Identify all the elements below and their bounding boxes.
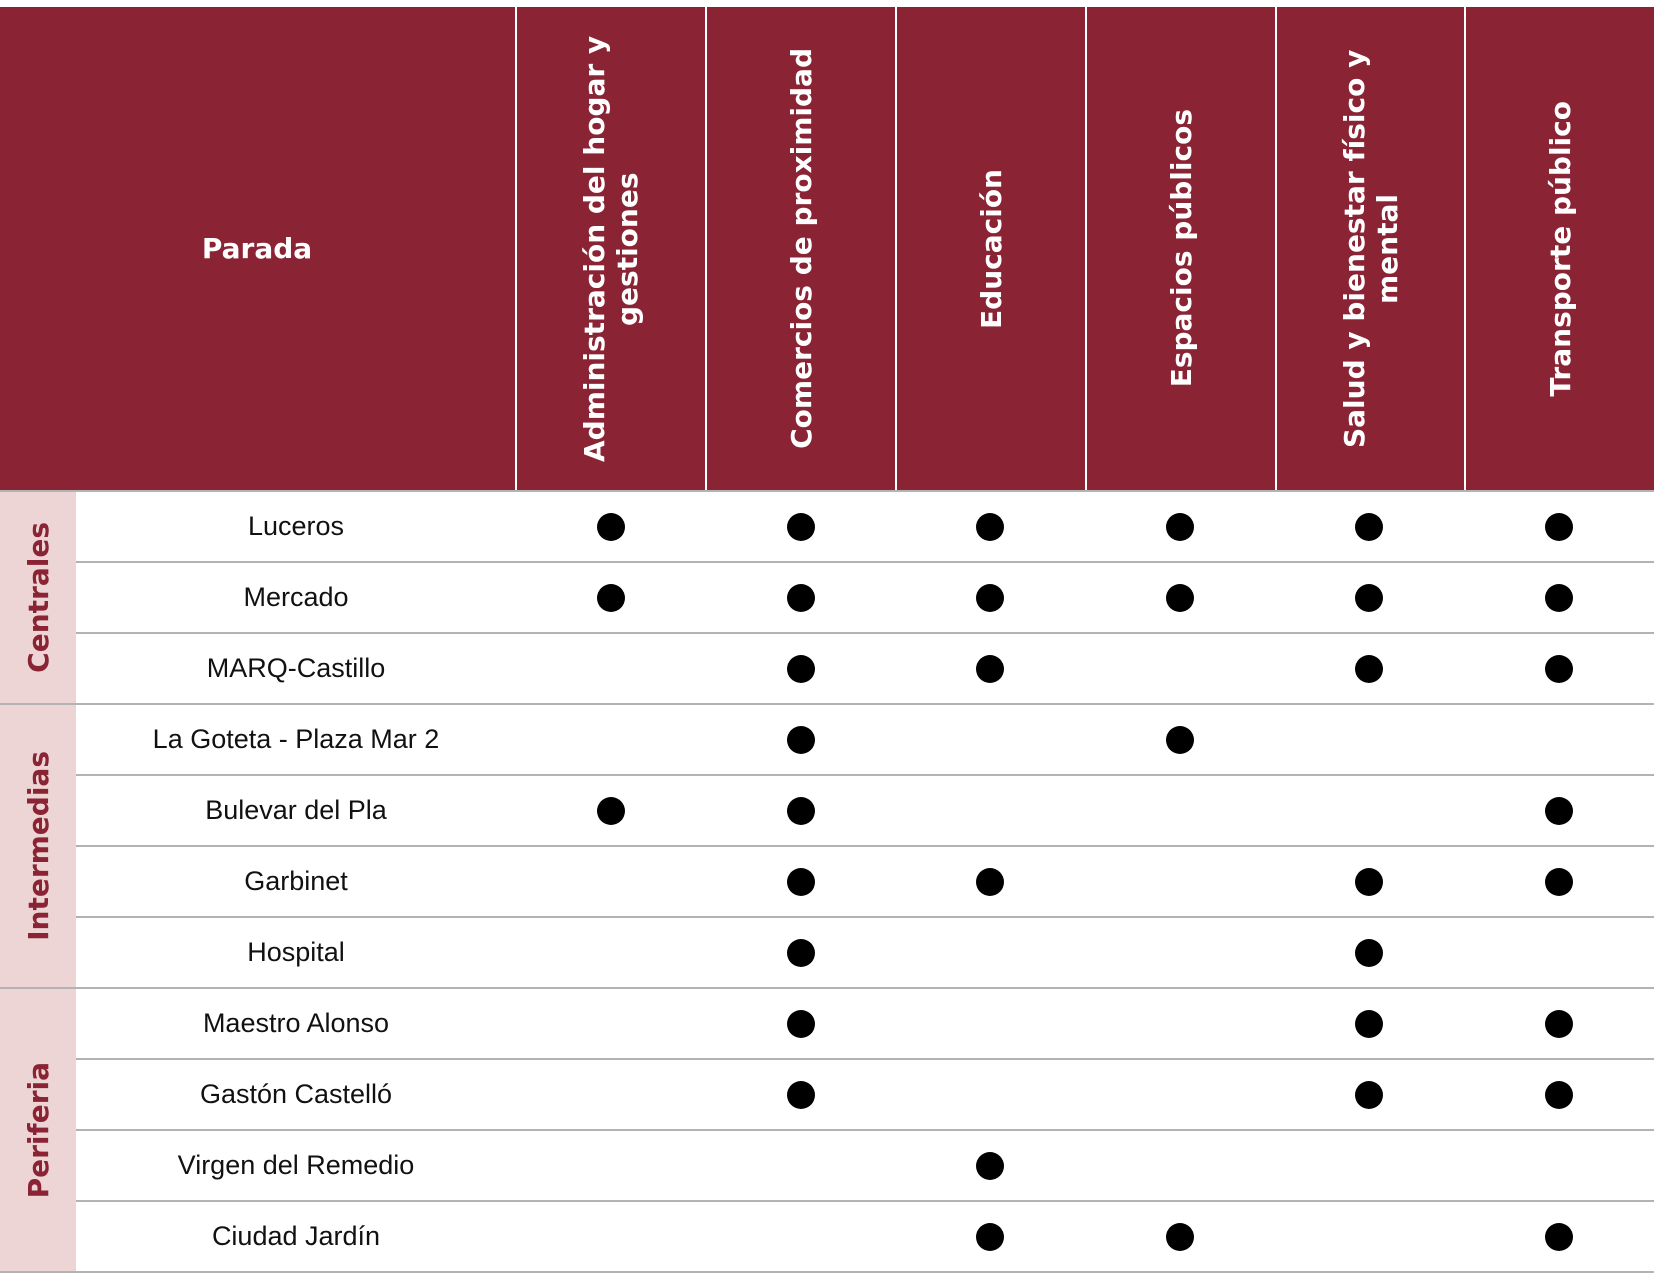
group-label: Intermedias	[21, 751, 55, 941]
availability-dot	[1355, 655, 1383, 683]
table-row	[76, 989, 1654, 1060]
header-column-label: Espacios públicos	[1164, 109, 1198, 388]
availability-dot	[787, 1010, 815, 1038]
header-column-label: Educación	[974, 168, 1008, 329]
availability-dot	[976, 868, 1004, 896]
availability-dot	[1355, 1081, 1383, 1109]
availability-dot	[1166, 513, 1194, 541]
group-label: Centrales	[21, 522, 55, 673]
table-row	[76, 776, 1654, 847]
header-column-label: Transporte público	[1543, 100, 1577, 397]
table-header	[0, 7, 1654, 490]
header-cell-transporte	[1466, 7, 1654, 490]
table-row	[76, 1131, 1654, 1202]
header-column-label: Administración del hogar y gestiones	[578, 35, 644, 462]
table-row	[76, 563, 1654, 634]
availability-dot	[976, 513, 1004, 541]
stop-name: Garbinet	[244, 866, 348, 896]
availability-dot	[1545, 1081, 1573, 1109]
availability-dot	[1545, 868, 1573, 896]
availability-dot	[787, 797, 815, 825]
availability-dot	[597, 513, 625, 541]
availability-dot	[1545, 797, 1573, 825]
group-intermedias	[0, 705, 76, 987]
stop-name: Mercado	[243, 582, 349, 612]
availability-dot	[1355, 1010, 1383, 1038]
availability-dot	[597, 584, 625, 612]
availability-dot	[597, 797, 625, 825]
availability-dot	[787, 726, 815, 754]
stop-name: Ciudad Jardín	[211, 1221, 381, 1251]
header-parada-label: Parada	[201, 232, 313, 265]
availability-dot	[1166, 1223, 1194, 1251]
stop-name: Virgen del Remedio	[177, 1150, 415, 1180]
availability-dot	[787, 584, 815, 612]
availability-dot	[1166, 726, 1194, 754]
availability-dot	[1355, 513, 1383, 541]
stop-name: Bulevar del Pla	[205, 795, 387, 825]
table-row	[76, 1202, 1654, 1273]
stop-name: Gastón Castelló	[199, 1079, 393, 1109]
availability-dot	[976, 1223, 1004, 1251]
header-cell-parada	[0, 7, 516, 490]
availability-dot	[787, 1081, 815, 1109]
availability-dot	[787, 513, 815, 541]
availability-dot	[1545, 513, 1573, 541]
group-periferia	[0, 989, 76, 1271]
table-row	[76, 1060, 1654, 1131]
table-row	[76, 847, 1654, 918]
header-cell-educacion	[897, 7, 1085, 490]
availability-dot	[787, 655, 815, 683]
stop-name: MARQ-Castillo	[206, 653, 386, 683]
row-divider	[0, 1271, 1654, 1273]
availability-dot	[787, 939, 815, 967]
header-cell-salud	[1277, 7, 1465, 490]
group-centrales	[0, 492, 76, 703]
header-cell-administracion	[517, 7, 705, 490]
table-row	[76, 492, 1654, 563]
availability-dot	[1166, 584, 1194, 612]
header-cell-comercios	[707, 7, 895, 490]
availability-dot	[976, 584, 1004, 612]
availability-dot	[1355, 939, 1383, 967]
header-column-label: Comercios de proximidad	[784, 48, 818, 449]
stop-name: La Goteta - Plaza Mar 2	[152, 724, 440, 754]
availability-dot	[1355, 584, 1383, 612]
availability-dot	[1545, 655, 1573, 683]
availability-dot	[976, 655, 1004, 683]
header-cell-espacios	[1087, 7, 1275, 490]
table-row	[76, 705, 1654, 776]
availability-dot	[1545, 584, 1573, 612]
stop-name: Luceros	[247, 511, 345, 541]
stop-name: Hospital	[247, 937, 345, 967]
availability-dot	[1545, 1010, 1573, 1038]
availability-dot	[976, 1152, 1004, 1180]
availability-dot	[1545, 1223, 1573, 1251]
availability-dot	[787, 868, 815, 896]
group-label: Periferia	[21, 1061, 55, 1199]
table-row	[76, 634, 1654, 705]
table-row	[76, 918, 1654, 989]
availability-dot	[1355, 868, 1383, 896]
header-column-label: Salud y bienestar físico y mental	[1338, 49, 1404, 448]
stop-name: Maestro Alonso	[202, 1008, 390, 1038]
